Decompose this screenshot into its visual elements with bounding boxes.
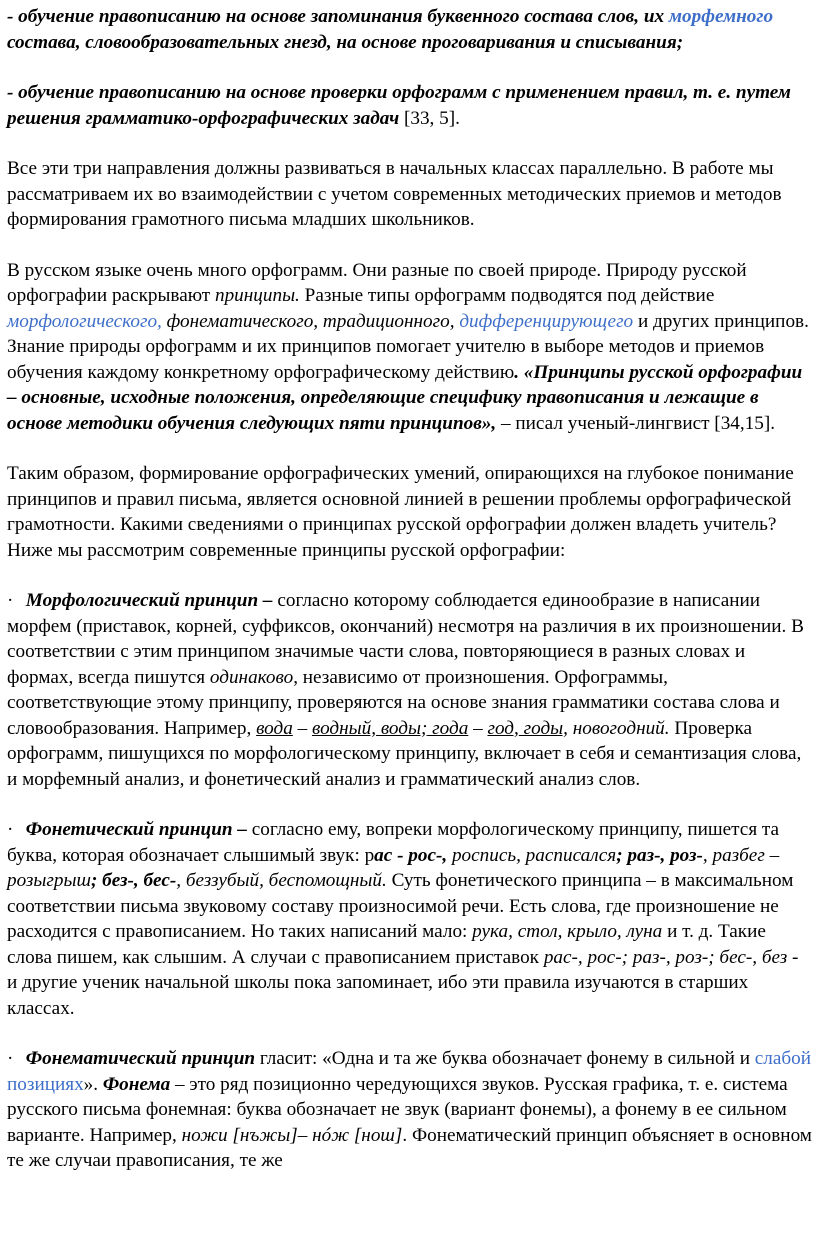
- example: рука, стол, крыло, луна: [472, 921, 663, 942]
- bullet-icon: ·: [7, 590, 14, 611]
- term: Фонема: [102, 1073, 171, 1095]
- term: Фонетический принцип –: [21, 819, 247, 840]
- text: принципы.: [214, 285, 300, 306]
- example: , беззубый, беспомощный.: [176, 870, 387, 891]
- paragraph-phonemic-principle: [7, 1046, 813, 1174]
- paragraph-morphological-principle: [7, 588, 813, 792]
- text: , независимо от произношения. Орфограммы, соответствующие этому принципу, проверяются на основе знания грамматики состава слова и словообразования. Например,: [7, 666, 780, 739]
- link-morphemic[interactable]: морфемного: [668, 6, 774, 27]
- text: Суть фонетического принципа – в максимальном соответствии письма звуковому составу произносимой речи. Есть слова, где произношение не расходится с правописанием. Но таких написаний мало:: [7, 870, 794, 942]
- text: - и другие ученик начальной школы пока запоминает, ибо эти правила изучаются в старших классах.: [7, 946, 799, 1019]
- text: – писал ученый-лингвист [34,15].: [496, 412, 776, 434]
- example: ; без-, бес-: [90, 870, 177, 891]
- bullet-icon: ·: [7, 819, 14, 840]
- text: - обучение правописанию на основе проверки орфограмм с применением правил, т. е. путем решения грамматико-орфографических задач: [7, 82, 791, 129]
- paragraph-three-directions: Все эти три направления должны развиваться в начальных классах параллельно. В работе мы рассматриваем их во взаимодействии с учетом современных методических приемов и методов формирования грамотного письма младших школьников.: [7, 158, 782, 230]
- example: ас - рос-,: [374, 844, 448, 866]
- citation: [33, 5].: [399, 107, 460, 129]
- text: и т. д. Такие слова пишем, как слышим. А случаи с правописанием приставок: [7, 921, 766, 968]
- text: В русском языке очень много орфограмм. Они разные по своей природе. Природу русской орфографии раскрывают: [7, 259, 747, 306]
- text: согласно ему, вопреки морфологическому принципу, пишется та буква, которая обозначает слышимый звук: р: [7, 819, 780, 866]
- text: – это ряд позиционно чередующихся звуков. Русская графика, т. е. система русского письма фонемная: буква обозначает не звук (вариант фонемы), а фонему в ее сильном варианте. Например,: [7, 1073, 788, 1146]
- text: состава, словообразовательных гнезд, на основе проговаривания и списывания;: [7, 31, 684, 53]
- example: ножи [нъжы]– нóж [нош]: [181, 1124, 403, 1146]
- example: вода – водный, воды; года – год, годы, новогодний.: [256, 717, 670, 739]
- term: Морфологический принцип –: [21, 590, 273, 611]
- text: согласно которому соблюдается единообразие в написании морфем (приставок, корней, суффиксов, окончаний) несмотря на различия в их произношении. В соответствии с этим принципом значимые части слова, повторяющиеся в разных словах и формах, всегда пишутся: [7, 590, 804, 688]
- text: Разные типы орфограмм подводятся под действие: [299, 285, 715, 306]
- example: роспись, расписался: [447, 844, 617, 866]
- text: ».: [83, 1073, 103, 1095]
- example: ; раз-, роз-: [616, 844, 703, 866]
- paragraph-conclusion: Таким образом, формирование орфографических умений, опирающихся на глубокое понимание принципов и правил письма, является основной линией в решении проблемы орфографической грамотности. Какими сведениями о принципах русской орфографии должен владеть учитель? Ниже мы рассмотрим современные принципы русской орфографии:: [7, 463, 794, 561]
- paragraph-rule-checking: [7, 80, 813, 131]
- text: и других принципов. Знание природы орфограмм и их принципов помогает учителю в выборе методов и приемов обучения каждому конкретному орфографическому действию: [7, 310, 809, 383]
- example: рас-, рос-; раз-, роз-; бес-, без: [543, 946, 788, 968]
- text: гласит: «Одна и та же буква обозначает фонему в сильной и: [255, 1048, 755, 1069]
- link-morphological[interactable]: морфологического,: [7, 310, 162, 332]
- link-differentiating[interactable]: дифференцирующего: [459, 310, 634, 332]
- text: одинаково: [209, 666, 294, 688]
- text: фонематического, традиционного,: [161, 310, 460, 332]
- text: . Фонематический принцип объясняет в основном те же случаи правописания, те же: [7, 1124, 812, 1171]
- paragraph-orthograms: [7, 258, 813, 437]
- example: , разбег – розыгрыш: [7, 844, 780, 891]
- document-body: [7, 4, 813, 1199]
- bullet-icon: ·: [7, 1048, 14, 1069]
- term: Фонематический принцип: [21, 1048, 256, 1069]
- paragraph-phonetic-principle: [7, 817, 813, 1021]
- link-weak-positions[interactable]: слабой позициях: [7, 1048, 811, 1095]
- text: Проверка орфограмм, пишущихся по морфологическому принципу, включает в себя и семантизация слова, и морфемный анализ, и фонетический анализ и грамматический анализ слов.: [7, 717, 802, 790]
- text: .: [514, 361, 519, 383]
- paragraph-memorization: [7, 4, 813, 55]
- text: - обучение правописанию на основе запоминания буквенного состава слов, их: [7, 6, 669, 27]
- quote: «Принципы русской орфографии – основные, исходные положения, определяющие специфику правописания и лежащие в основе методики обучения следующих пяти принципов»,: [7, 361, 803, 434]
